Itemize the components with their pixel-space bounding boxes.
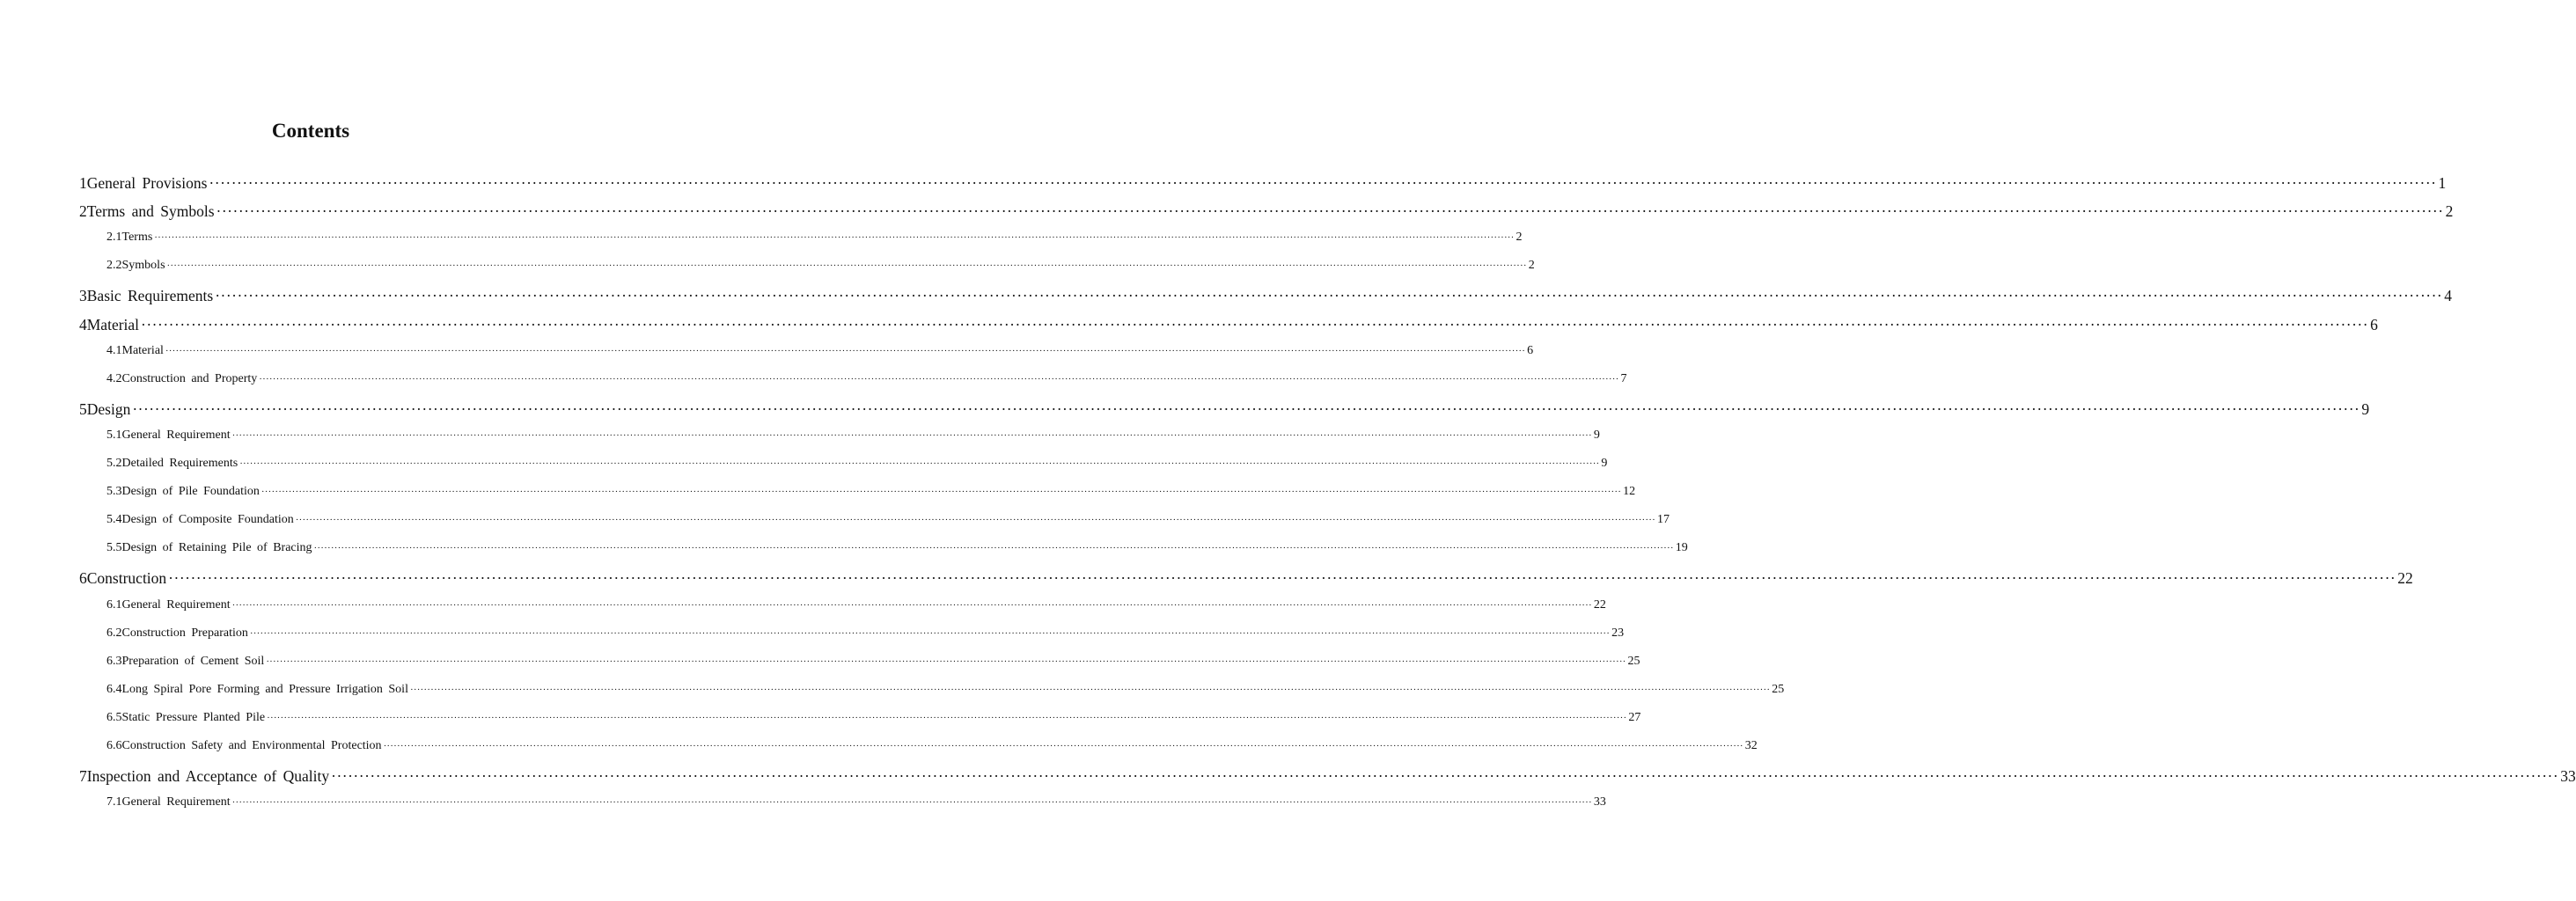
dot-leader: ················································································································································································································································································································································································································ — [259, 373, 1619, 385]
toc-section-entry — [106, 654, 1640, 676]
toc-section-entry — [106, 626, 1625, 648]
entry-number: 5.3 — [106, 485, 122, 499]
dot-leader: ················································································································································································································································································································································································································ — [141, 315, 2369, 333]
entry-title: Static Pressure Planted Pile — [121, 710, 266, 724]
entry-title: General Requirement — [121, 597, 231, 612]
entry-number: 6.3 — [106, 654, 122, 668]
toc-chapter-entry — [79, 569, 2413, 590]
entry-number: 1 — [79, 174, 87, 192]
toc-section-entry — [106, 541, 1688, 562]
entry-page-number: 1 — [2438, 174, 2447, 192]
entry-title: Inspection and Acceptance of Quality — [86, 767, 330, 786]
entry-number: 4 — [79, 315, 87, 333]
entry-number: 2 — [79, 202, 87, 221]
toc-section-entry — [106, 739, 1758, 760]
entry-title: General Requirement — [121, 795, 231, 809]
dot-leader: ················································································································································································································································································································································································································ — [132, 399, 2360, 418]
toc-chapter-entry — [79, 287, 2453, 308]
entry-page-number: 2 — [1528, 259, 1535, 273]
dot-leader: ················································································································································································································································································································································································································ — [216, 202, 2444, 221]
dot-leader: ················································································································································································································································································································································································································ — [383, 741, 1743, 751]
dot-leader: ················································································································································································································································································································································································································ — [295, 515, 1656, 526]
toc-chapter-entry — [79, 174, 2447, 195]
entry-title: Terms — [121, 231, 153, 245]
dot-leader: ················································································································································································································································································································································································································ — [215, 287, 2443, 305]
toc-chapter-entry — [79, 315, 2378, 337]
entry-page-number: 2 — [2445, 202, 2454, 221]
toc-section-entry — [106, 710, 1641, 732]
entry-page-number: 6 — [2370, 315, 2378, 333]
entry-page-number: 2 — [1516, 231, 1523, 245]
entry-page-number: 32 — [1744, 739, 1758, 752]
entry-page-number: 12 — [1623, 485, 1636, 499]
entry-number: 4.2 — [106, 371, 122, 385]
entry-number: 6.4 — [106, 682, 122, 696]
toc-section-entry — [106, 343, 1534, 365]
dot-leader: ················································································································································································································································································································································································································ — [266, 656, 1626, 667]
dot-leader: ················································································································································································································································································································································································································ — [166, 260, 1527, 272]
entry-number: 6 — [79, 569, 87, 588]
entry-title: Construction Safety and Environmental Protection — [121, 739, 382, 752]
entry-number: 2.2 — [106, 259, 122, 273]
entry-title: Construction — [86, 569, 167, 588]
entry-page-number: 9 — [1601, 457, 1608, 470]
entry-page-number: 9 — [1593, 428, 1600, 442]
entry-number: 6.5 — [106, 710, 122, 724]
entry-title: Construction and Property — [121, 371, 258, 385]
entry-number: 3 — [79, 287, 87, 305]
dot-leader: ················································································································································································································································································································································································································ — [331, 767, 2559, 786]
toc-chapter-entry — [79, 767, 2576, 788]
entry-page-number: 19 — [1675, 541, 1688, 555]
dot-leader: ················································································································································································································································································································································································································ — [165, 345, 1526, 356]
entry-title: Terms and Symbols — [86, 202, 215, 221]
entry-title: Basic Requirements — [86, 287, 214, 305]
dot-leader: ················································································································································································································································································································································································································ — [209, 174, 2437, 192]
entry-number: 7.1 — [106, 795, 122, 809]
entry-title: Design of Retaining Pile of Bracing — [121, 541, 312, 555]
entry-number: 5.2 — [106, 457, 122, 470]
entry-page-number: 27 — [1628, 710, 1641, 724]
toc-section-entry — [106, 513, 1670, 534]
entry-page-number: 6 — [1527, 343, 1534, 357]
toc-section-entry — [106, 428, 1600, 450]
entry-page-number: 4 — [2444, 287, 2453, 305]
entry-title: Detailed Requirements — [121, 457, 239, 470]
entry-number: 2.1 — [106, 231, 122, 245]
entry-number: 6.1 — [106, 597, 122, 612]
dot-leader: ················································································································································································································································································································································································································ — [409, 684, 1771, 695]
entry-number: 7 — [79, 767, 87, 786]
entry-page-number: 17 — [1657, 513, 1670, 527]
toc-chapter-entry — [79, 202, 2454, 223]
dot-leader: ················································································································································································································································································································································································································ — [267, 712, 1627, 723]
entry-page-number: 7 — [1620, 371, 1627, 385]
entry-number: 5.5 — [106, 541, 122, 555]
dot-leader: ················································································································································································································································································································································································································ — [249, 627, 1611, 639]
entry-title: General Requirement — [121, 428, 231, 442]
dot-leader: ················································································································································································································································································································································································································ — [261, 487, 1622, 498]
entry-number: 4.1 — [106, 343, 122, 357]
entry-title: Design — [86, 399, 131, 418]
entry-number: 5.4 — [106, 513, 122, 527]
dot-leader: ················································································································································································································································································································································································································ — [231, 429, 1592, 441]
entry-number: 6.6 — [106, 739, 122, 752]
toc-chapter-entry — [79, 399, 2370, 421]
entry-title: Long Spiral Pore Forming and Pressure Irrigation Soil — [121, 682, 408, 696]
entry-title: Symbols — [121, 259, 165, 273]
dot-leader: ················································································································································································································································································································································································································ — [231, 797, 1592, 809]
toc-section-entry — [106, 597, 1606, 619]
dot-leader: ················································································································································································································································································································································································································ — [168, 569, 2396, 588]
entry-title: Material — [121, 343, 164, 357]
entry-page-number: 22 — [2397, 569, 2413, 588]
entry-number: 5 — [79, 399, 87, 418]
entry-title: Preparation of Cement Soil — [121, 654, 265, 668]
entry-page-number: 23 — [1611, 626, 1625, 640]
dot-leader: ················································································································································································································································································································································································································ — [239, 458, 1600, 469]
dot-leader: ················································································································································································································································································································································································································ — [313, 543, 1674, 554]
entry-page-number: 25 — [1627, 654, 1640, 668]
toc-section-entry — [106, 485, 1636, 506]
toc-section-entry — [106, 371, 1627, 393]
toc-section-entry — [106, 795, 1606, 817]
entry-title: Design of Pile Foundation — [121, 485, 260, 499]
toc-section-entry — [106, 259, 1535, 280]
entry-page-number: 33 — [2560, 767, 2576, 786]
toc-section-entry — [106, 457, 1608, 478]
entry-title: Construction Preparation — [121, 626, 248, 640]
entry-page-number: 25 — [1772, 682, 1785, 696]
entry-page-number: 9 — [2361, 399, 2370, 418]
entry-title: General Provisions — [86, 174, 208, 192]
entry-page-number: 33 — [1593, 795, 1606, 809]
entry-number: 6.2 — [106, 626, 122, 640]
entry-title: Design of Composite Foundation — [121, 513, 294, 527]
page-title: Contents — [271, 120, 350, 142]
entry-title: Material — [86, 315, 140, 333]
dot-leader: ················································································································································································································································································································································································································ — [154, 232, 1515, 244]
entry-number: 5.1 — [106, 428, 122, 442]
toc-section-entry — [106, 682, 1785, 704]
toc-section-entry — [106, 231, 1523, 252]
dot-leader: ················································································································································································································································································································································································································ — [231, 599, 1592, 611]
entry-page-number: 22 — [1593, 597, 1606, 612]
